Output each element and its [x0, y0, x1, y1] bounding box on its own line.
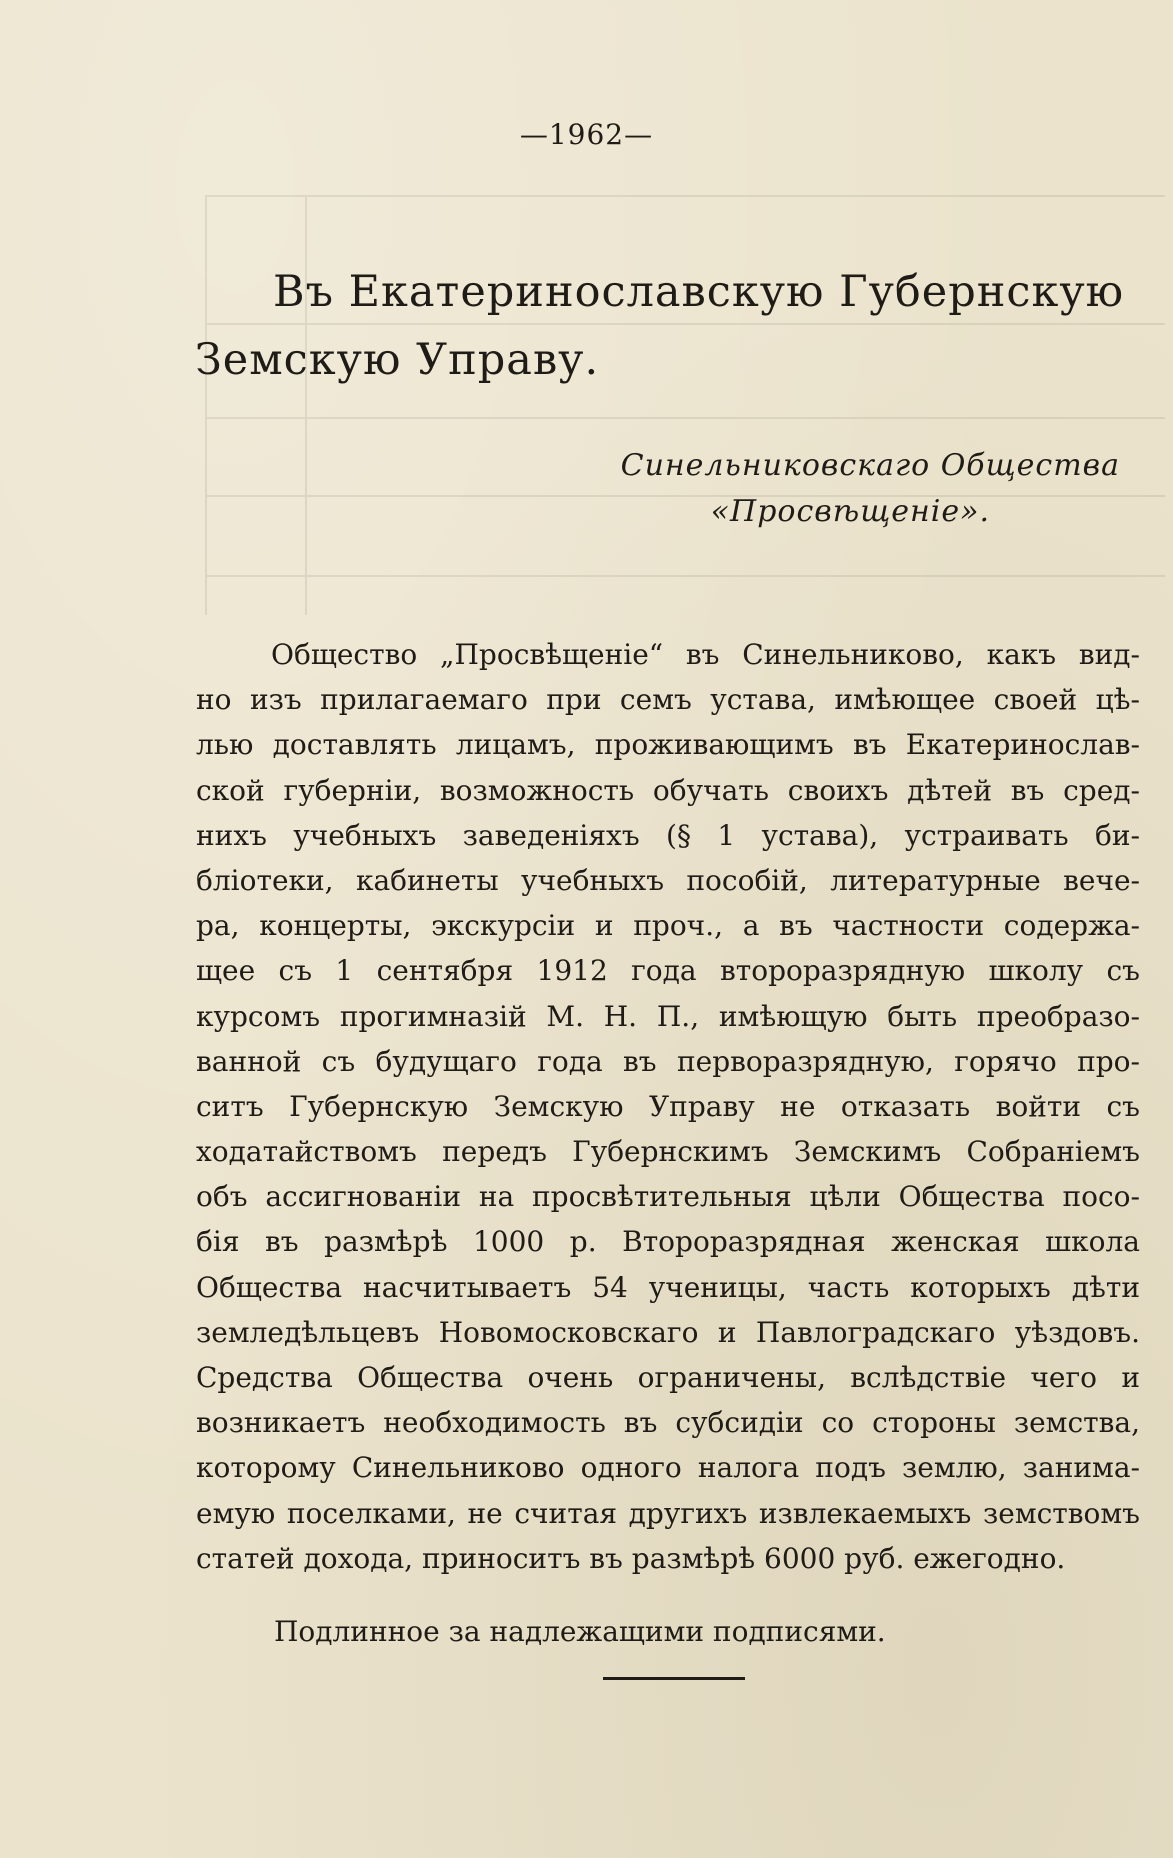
- sender-line-1: Синельниковскаго Общества: [620, 448, 1120, 483]
- body-line: бія въ размѣрѣ 1000 р. Второразрядная женская школа: [196, 1225, 1140, 1259]
- end-rule: [603, 1677, 745, 1680]
- body-line: которому Синельниково одного налога подъ землю, занима-: [196, 1451, 1140, 1485]
- signature-note: Подлинное за надлежащими подписями.: [274, 1615, 886, 1648]
- body-line: Общества насчитываетъ 54 ученицы, часть которыхъ дѣти: [196, 1270, 1140, 1304]
- body-line: ходатайствомъ передъ Губернскимъ Земскимъ Собраніемъ: [196, 1135, 1140, 1169]
- body-line: лью доставлять лицамъ, проживающимъ въ Екатеринослав-: [196, 728, 1140, 762]
- body-line: курсомъ прогимназій М. Н. П., имѣющую быть преобразо-: [196, 999, 1140, 1033]
- body-line: ра, концерты, экскурсіи и проч., а въ частности содержа-: [196, 909, 1140, 943]
- body-paragraph: [196, 632, 1140, 1581]
- sender-block: [600, 443, 1120, 535]
- body-line: ской губерніи, возможность обучать своихъ дѣтей въ сред-: [196, 773, 1140, 807]
- body-line: статей дохода, приноситъ въ размѣрѣ 6000 руб. ежегодно.: [196, 1541, 1066, 1575]
- body-line: Средства Общества очень ограничены, вслѣдствіе чего и: [196, 1361, 1140, 1394]
- body-line: но изъ прилагаемаго при семъ устава, имѣющее своей цѣ-: [196, 683, 1140, 717]
- body-line: объ ассигнованіи на просвѣтительныя цѣли Общества посо-: [196, 1180, 1140, 1214]
- body-line: Общество „Просвѣщеніе“ въ Синельниково, какъ вид-: [271, 638, 1140, 671]
- body-line: земледѣльцевъ Новомосковскаго и Павлоградскаго уѣздовъ.: [196, 1315, 1140, 1349]
- body-line: ванной съ будущаго года въ перворазрядную, горячо про-: [196, 1044, 1140, 1078]
- body-line: нихъ учебныхъ заведеніяхъ (§ 1 устава), устраивать би-: [196, 818, 1140, 852]
- body-line: щее съ 1 сентября 1912 года второразрядную школу съ: [196, 954, 1140, 988]
- body-line: бліотеки, кабинеты учебныхъ пособій, литературные вече-: [196, 863, 1140, 897]
- body-line: ситъ Губернскую Земскую Управу не отказать войти съ: [196, 1089, 1140, 1123]
- body-line: емую поселками, не считая другихъ извлекаемыхъ земствомъ: [196, 1496, 1140, 1530]
- sender-line-2: «Просвѣщеніе».: [710, 494, 990, 529]
- body-line: возникаетъ необходимость въ субсидіи со стороны земства,: [196, 1406, 1140, 1440]
- heading-line-2: Земскую Управу.: [195, 335, 600, 385]
- document-heading: [195, 258, 1125, 394]
- page-number: —1962—: [519, 118, 654, 151]
- heading-line-1: Въ Екатеринославскую Губернскую: [273, 267, 1125, 317]
